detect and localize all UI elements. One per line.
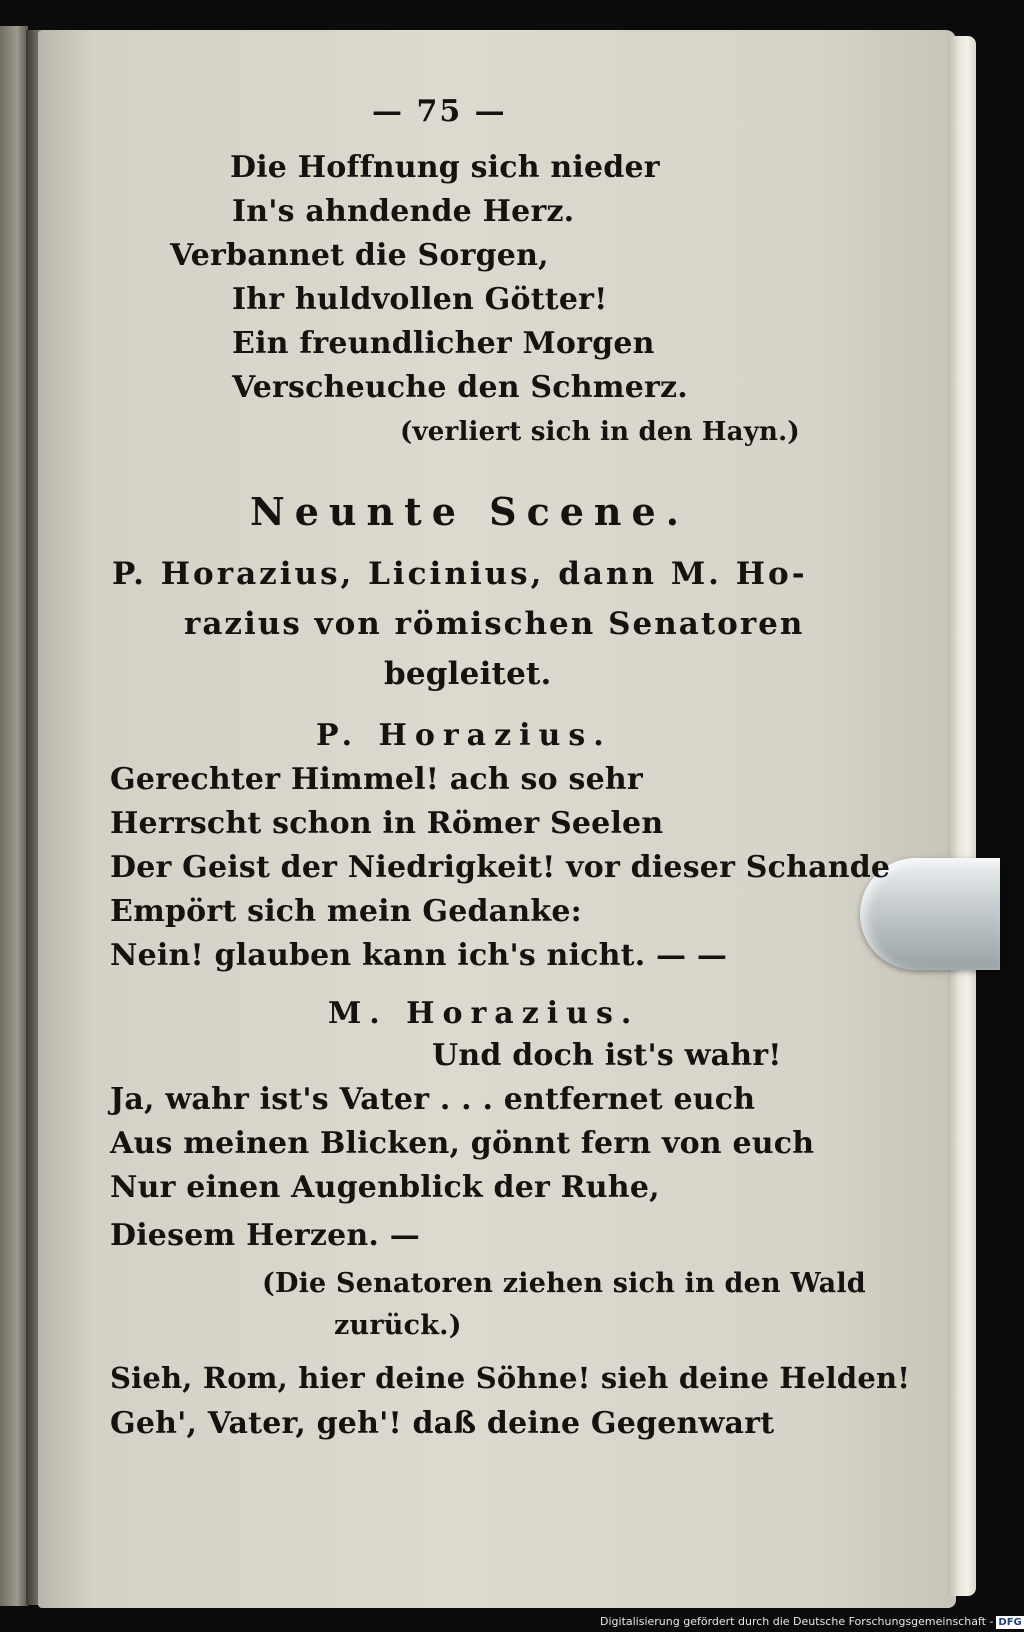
speech-line: Empört sich mein Gedanke: (110, 894, 582, 929)
speaker-name: P. Horazius. (316, 718, 612, 753)
verse-line: In's ahndende Herz. (232, 194, 575, 229)
cast-line: razius von römischen Senatoren (184, 606, 805, 642)
credit-text: Digitalisierung gefördert durch die Deutsche Forschungsgemeinschaft - (600, 1615, 994, 1628)
speech-line: Der Geist der Niedrigkeit! vor dieser Schande (110, 850, 891, 885)
stage-direction: (verliert sich in den Hayn.) (400, 417, 800, 447)
cast-line: P. Horazius, Licinius, dann M. Ho- (112, 556, 808, 592)
speech-line: Herrscht schon in Römer Seelen (110, 806, 664, 841)
speaker-name: M. Horazius. (328, 996, 640, 1031)
scene-heading: Neunte Scene. (250, 489, 689, 534)
speech-line: Ja, wahr ist's Vater . . . entfernet euch (110, 1082, 756, 1117)
speech-line: Gerechter Himmel! ach so sehr (110, 762, 643, 797)
speech-line: Nur einen Augenblick der Ruhe, (110, 1170, 660, 1205)
speech-line: Geh', Vater, geh'! daß deine Gegenwart (110, 1406, 775, 1441)
speech-line: Aus meinen Blicken, gönnt fern von euch (110, 1126, 815, 1161)
dfg-logo: DFG (998, 1616, 1022, 1628)
verse-line: Ihr huldvollen Götter! (232, 282, 608, 317)
page-number: — 75 — (372, 94, 507, 129)
speech-line: Nein! glauben kann ich's nicht. — — (110, 938, 728, 973)
verse-line: Die Hoffnung sich nieder (230, 150, 660, 185)
verse-line: Ein freundlicher Morgen (232, 326, 655, 361)
verse-line: Verscheuche den Schmerz. (232, 370, 688, 405)
stage-direction: zurück.) (334, 1310, 462, 1341)
speech-line: Und doch ist's wahr! (432, 1038, 782, 1073)
cast-line: begleitet. (384, 656, 552, 692)
speech-line: Diesem Herzen. — (110, 1218, 420, 1253)
verse-line: Verbannet die Sorgen, (170, 238, 549, 273)
speech-line: Sieh, Rom, hier deine Söhne! sieh deine Helden! (110, 1361, 911, 1395)
stage-direction: (Die Senatoren ziehen sich in den Wald (262, 1268, 866, 1299)
digitization-credit (600, 1614, 1022, 1630)
